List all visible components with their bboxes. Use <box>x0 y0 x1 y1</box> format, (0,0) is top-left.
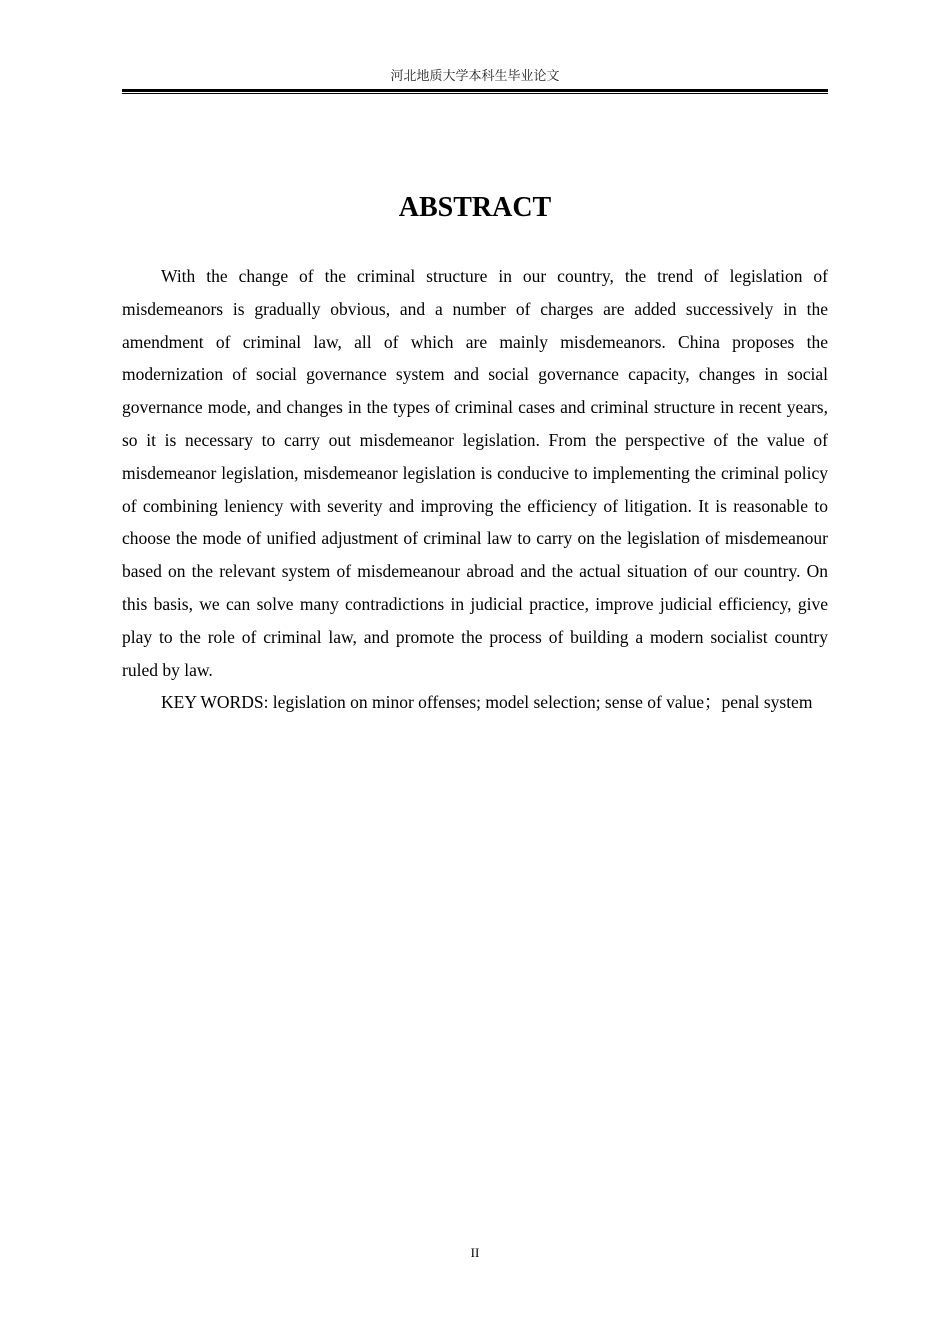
header-rule-thin <box>122 93 828 94</box>
running-header: 河北地质大学本科生毕业论文 <box>390 69 560 84</box>
keywords-paragraph: KEY WORDS: legislation on minor offenses; model selection; sense of value；penal system <box>161 692 813 713</box>
header-rule-thick <box>122 89 828 92</box>
page-number: II <box>470 1245 480 1260</box>
abstract-paragraph: With the change of the criminal structure in our country, the trend of legislation of misdemeanors is gradually obvious, and a number of charges are added successively in the amendment of criminal law, all of which are mainly misdemeanors. China proposes the modernization of social governance system and social governance capacity, changes in social governance mode, and changes in the types of criminal cases and criminal structure in recent years, so it is necessary to carry out misdemeanor legislation. From the perspective of the value of misdemeanor legislation, misdemeanor legislation is conducive to implementing the criminal policy of combining leniency with severity and improving the efficiency of litigation. It is reasonable to choose the mode of unified adjustment of criminal law to carry on the legislation of misdemeanour based on the relevant system of misdemeanour abroad and the actual situation of our country. On this basis, we can solve many contradictions in judicial practice, improve judicial efficiency, give play to the role of criminal law, and promote the process of building a modern socialist country ruled by law. <box>122 266 828 680</box>
abstract-body <box>122 260 828 719</box>
abstract-title: ABSTRACT <box>398 192 552 223</box>
